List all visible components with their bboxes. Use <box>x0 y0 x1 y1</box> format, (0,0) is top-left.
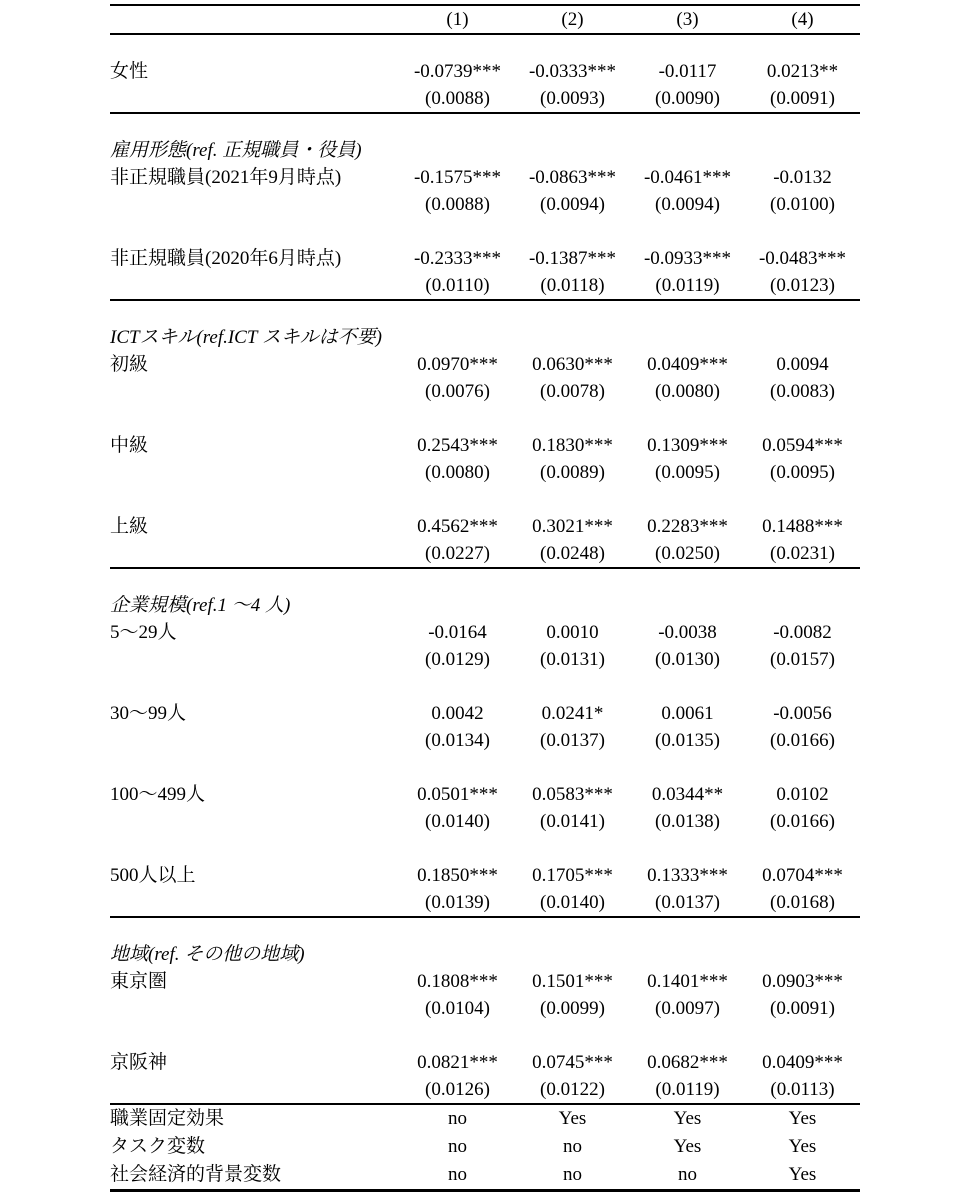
coefficient-cell: 0.0241* <box>541 703 604 724</box>
coefficient-cell: 0.2543*** <box>417 435 498 456</box>
variable-label: 非正規職員(2021年9月時点) <box>110 167 342 188</box>
coefficient-cell: -0.0038 <box>658 622 717 643</box>
spacer-cell <box>110 568 860 592</box>
gap-row <box>110 218 860 245</box>
control-value: no <box>448 1164 467 1185</box>
gap-cell <box>110 754 860 781</box>
std-error-cell: (0.0097) <box>655 998 720 1019</box>
std-error-cell: (0.0076) <box>425 381 490 402</box>
std-error-cell: (0.0250) <box>655 543 720 564</box>
std-error-cell: (0.0227) <box>425 543 490 564</box>
std-error-cell: (0.0095) <box>770 462 835 483</box>
std-error-cell: (0.0089) <box>540 462 605 483</box>
gap-row <box>110 835 860 862</box>
table-row <box>110 540 860 568</box>
std-error-label <box>110 808 400 835</box>
spacer-cell <box>110 34 860 58</box>
coefficient-cell: -0.2333*** <box>413 248 502 269</box>
std-error-label <box>110 889 400 917</box>
coefficient-cell: 0.0682*** <box>647 1052 728 1073</box>
std-error-label <box>110 540 400 568</box>
std-error-cell: (0.0088) <box>425 194 490 215</box>
variable-label: 京阪神 <box>110 1052 168 1073</box>
table-row <box>110 191 860 218</box>
variable-label: 5～29人 <box>110 622 177 643</box>
coefficient-cell: 0.0630*** <box>532 354 613 375</box>
coefficient-cell: 0.0409*** <box>647 354 728 375</box>
coefficient-cell: 0.1705*** <box>532 865 613 886</box>
std-error-cell: (0.0126) <box>425 1079 490 1100</box>
table-section <box>110 34 860 113</box>
coefficient-cell: 0.1333*** <box>647 865 728 886</box>
std-error-label <box>110 1076 400 1104</box>
std-error-cell: (0.0090) <box>655 88 720 109</box>
gap-cell <box>110 486 860 513</box>
section-header: 企業規模(ref.1 ～4 人) <box>110 595 291 616</box>
section-header-row <box>110 592 860 619</box>
std-error-label <box>110 459 400 486</box>
table-row <box>110 727 860 754</box>
control-value: Yes <box>788 1136 817 1157</box>
variable-label: 30～99人 <box>110 703 187 724</box>
coefficient-cell: 0.0061 <box>661 703 714 724</box>
coefficient-cell: 0.1501*** <box>532 971 613 992</box>
coefficient-cell: -0.0132 <box>773 167 832 188</box>
table-section <box>110 568 860 917</box>
coefficient-cell: 0.1850*** <box>417 865 498 886</box>
table-row <box>110 85 860 113</box>
std-error-label <box>110 646 400 673</box>
table-row <box>110 58 860 85</box>
coefficient-cell: -0.0117 <box>658 61 717 82</box>
table-section <box>110 917 860 1104</box>
std-error-cell: (0.0134) <box>425 730 490 751</box>
std-error-label <box>110 378 400 405</box>
table-row <box>110 646 860 673</box>
gap-cell <box>110 673 860 700</box>
coefficient-cell: -0.0461*** <box>643 167 732 188</box>
spacer-row <box>110 917 860 941</box>
control-value: Yes <box>558 1108 587 1129</box>
std-error-cell: (0.0078) <box>540 381 605 402</box>
std-error-cell: (0.0140) <box>425 811 490 832</box>
table-section <box>110 300 860 568</box>
coefficient-cell: -0.0483*** <box>758 248 847 269</box>
coefficient-cell: 0.1309*** <box>647 435 728 456</box>
spacer-cell <box>110 300 860 324</box>
column-header: (2) <box>561 9 584 30</box>
std-error-cell: (0.0231) <box>770 543 835 564</box>
gap-row <box>110 673 860 700</box>
coefficient-cell: 0.0042 <box>431 703 484 724</box>
variable-label: 女性 <box>110 61 149 82</box>
table-row <box>110 889 860 917</box>
std-error-cell: (0.0141) <box>540 811 605 832</box>
std-error-cell: (0.0157) <box>770 649 835 670</box>
section-header: ICTスキル(ref.ICT スキルは不要) <box>110 327 382 348</box>
gap-cell <box>110 835 860 862</box>
coefficient-cell: 0.1401*** <box>647 971 728 992</box>
coefficient-cell: -0.0056 <box>773 703 832 724</box>
std-error-cell: (0.0122) <box>540 1079 605 1100</box>
coefficient-cell: 0.3021*** <box>532 516 613 537</box>
coefficient-cell: -0.0863*** <box>528 167 617 188</box>
gap-cell <box>110 1022 860 1049</box>
control-value: no <box>448 1136 467 1157</box>
control-row <box>110 1104 860 1133</box>
section-header: 地域(ref. その他の地域) <box>110 944 305 965</box>
control-value: no <box>563 1164 582 1185</box>
std-error-label <box>110 191 400 218</box>
std-error-label <box>110 85 400 113</box>
section-header-row <box>110 941 860 968</box>
spacer-row <box>110 568 860 592</box>
std-error-cell: (0.0088) <box>425 88 490 109</box>
coefficient-cell: 0.2283*** <box>647 516 728 537</box>
section-header: 雇用形態(ref. 正規職員・役員) <box>110 140 362 161</box>
std-error-cell: (0.0166) <box>770 730 835 751</box>
control-value: Yes <box>673 1108 702 1129</box>
std-error-cell: (0.0135) <box>655 730 720 751</box>
table-section <box>110 113 860 300</box>
gap-row <box>110 754 860 781</box>
std-error-cell: (0.0094) <box>540 194 605 215</box>
column-header: (4) <box>791 9 814 30</box>
table-row <box>110 862 860 889</box>
coefficient-cell: 0.0344** <box>651 784 724 805</box>
spacer-cell <box>110 917 860 941</box>
std-error-cell: (0.0104) <box>425 998 490 1019</box>
std-error-cell: (0.0091) <box>770 88 835 109</box>
table-row <box>110 995 860 1022</box>
std-error-cell: (0.0119) <box>655 275 720 296</box>
variable-label: 500人以上 <box>110 865 196 886</box>
coefficient-cell: -0.1575*** <box>413 167 502 188</box>
control-value: no <box>678 1164 697 1185</box>
column-header: (1) <box>446 9 469 30</box>
coefficient-cell: 0.1830*** <box>532 435 613 456</box>
variable-label: 中級 <box>110 435 149 456</box>
table-row <box>110 781 860 808</box>
std-error-cell: (0.0248) <box>540 543 605 564</box>
coefficient-cell: 0.0745*** <box>532 1052 613 1073</box>
corner-cell <box>110 5 400 34</box>
control-label: タスク変数 <box>110 1136 206 1157</box>
table-row <box>110 272 860 300</box>
gap-row <box>110 486 860 513</box>
std-error-cell: (0.0080) <box>655 381 720 402</box>
table-row <box>110 968 860 995</box>
control-row <box>110 1133 860 1161</box>
std-error-cell: (0.0168) <box>770 892 835 913</box>
std-error-cell: (0.0080) <box>425 462 490 483</box>
variable-label: 上級 <box>110 516 149 537</box>
coefficient-cell: -0.1387*** <box>528 248 617 269</box>
table-row <box>110 351 860 378</box>
controls-section <box>110 1104 860 1191</box>
table-row <box>110 378 860 405</box>
coefficient-cell: -0.0739*** <box>413 61 502 82</box>
coefficient-cell: 0.0821*** <box>417 1052 498 1073</box>
coefficient-cell: 0.1808*** <box>417 971 498 992</box>
control-value: no <box>563 1136 582 1157</box>
std-error-label <box>110 727 400 754</box>
table-row <box>110 619 860 646</box>
coefficient-cell: 0.0213** <box>766 61 839 82</box>
spacer-row <box>110 113 860 137</box>
coefficient-cell: 0.0094 <box>776 354 829 375</box>
control-value: no <box>448 1108 467 1129</box>
column-header: (3) <box>676 9 699 30</box>
std-error-cell: (0.0130) <box>655 649 720 670</box>
coefficient-cell: 0.0102 <box>776 784 829 805</box>
spacer-cell <box>110 113 860 137</box>
coefficient-cell: -0.0164 <box>428 622 487 643</box>
variable-label: 東京圏 <box>110 971 168 992</box>
coefficient-cell: -0.0333*** <box>528 61 617 82</box>
coefficient-cell: -0.0082 <box>773 622 832 643</box>
variable-label: 非正規職員(2020年6月時点) <box>110 248 342 269</box>
section-header-row <box>110 137 860 164</box>
table-row <box>110 808 860 835</box>
coefficient-cell: -0.0933*** <box>643 248 732 269</box>
coefficient-cell: 0.4562*** <box>417 516 498 537</box>
control-value: Yes <box>788 1164 817 1185</box>
std-error-cell: (0.0099) <box>540 998 605 1019</box>
std-error-cell: (0.0139) <box>425 892 490 913</box>
std-error-cell: (0.0138) <box>655 811 720 832</box>
std-error-cell: (0.0137) <box>540 730 605 751</box>
coefficient-cell: 0.0970*** <box>417 354 498 375</box>
std-error-label <box>110 272 400 300</box>
std-error-cell: (0.0166) <box>770 811 835 832</box>
gap-row <box>110 405 860 432</box>
table-header <box>110 5 860 34</box>
std-error-cell: (0.0100) <box>770 194 835 215</box>
table-row <box>110 164 860 191</box>
table-row <box>110 459 860 486</box>
std-error-cell: (0.0093) <box>540 88 605 109</box>
control-value: Yes <box>788 1108 817 1129</box>
table-row <box>110 1076 860 1104</box>
std-error-cell: (0.0118) <box>540 275 605 296</box>
coefficient-cell: 0.0501*** <box>417 784 498 805</box>
table-row <box>110 1049 860 1076</box>
spacer-row <box>110 34 860 58</box>
std-error-cell: (0.0119) <box>655 1079 720 1100</box>
control-value: Yes <box>673 1136 702 1157</box>
control-label: 職業固定効果 <box>110 1108 225 1129</box>
gap-cell <box>110 405 860 432</box>
std-error-cell: (0.0095) <box>655 462 720 483</box>
std-error-cell: (0.0083) <box>770 381 835 402</box>
std-error-cell: (0.0113) <box>770 1079 835 1100</box>
coefficient-cell: 0.0594*** <box>762 435 843 456</box>
spacer-row <box>110 300 860 324</box>
table-row <box>110 513 860 540</box>
gap-row <box>110 1022 860 1049</box>
std-error-cell: (0.0123) <box>770 275 835 296</box>
std-error-cell: (0.0137) <box>655 892 720 913</box>
gap-cell <box>110 218 860 245</box>
variable-label: 100～499人 <box>110 784 206 805</box>
std-error-cell: (0.0094) <box>655 194 720 215</box>
std-error-label <box>110 995 400 1022</box>
column-header-row <box>110 5 860 34</box>
section-header-row <box>110 324 860 351</box>
coefficient-cell: 0.1488*** <box>762 516 843 537</box>
std-error-cell: (0.0110) <box>425 275 490 296</box>
std-error-cell: (0.0140) <box>540 892 605 913</box>
std-error-cell: (0.0129) <box>425 649 490 670</box>
table-row <box>110 432 860 459</box>
control-row <box>110 1161 860 1191</box>
regression-table <box>110 4 860 1192</box>
std-error-cell: (0.0131) <box>540 649 605 670</box>
table-row <box>110 245 860 272</box>
coefficient-cell: 0.0903*** <box>762 971 843 992</box>
coefficient-cell: 0.0704*** <box>762 865 843 886</box>
coefficient-cell: 0.0409*** <box>762 1052 843 1073</box>
coefficient-cell: 0.0010 <box>546 622 599 643</box>
coefficient-cell: 0.0583*** <box>532 784 613 805</box>
variable-label: 初級 <box>110 354 149 375</box>
std-error-cell: (0.0091) <box>770 998 835 1019</box>
control-label: 社会経済的背景変数 <box>110 1164 282 1185</box>
table-row <box>110 700 860 727</box>
